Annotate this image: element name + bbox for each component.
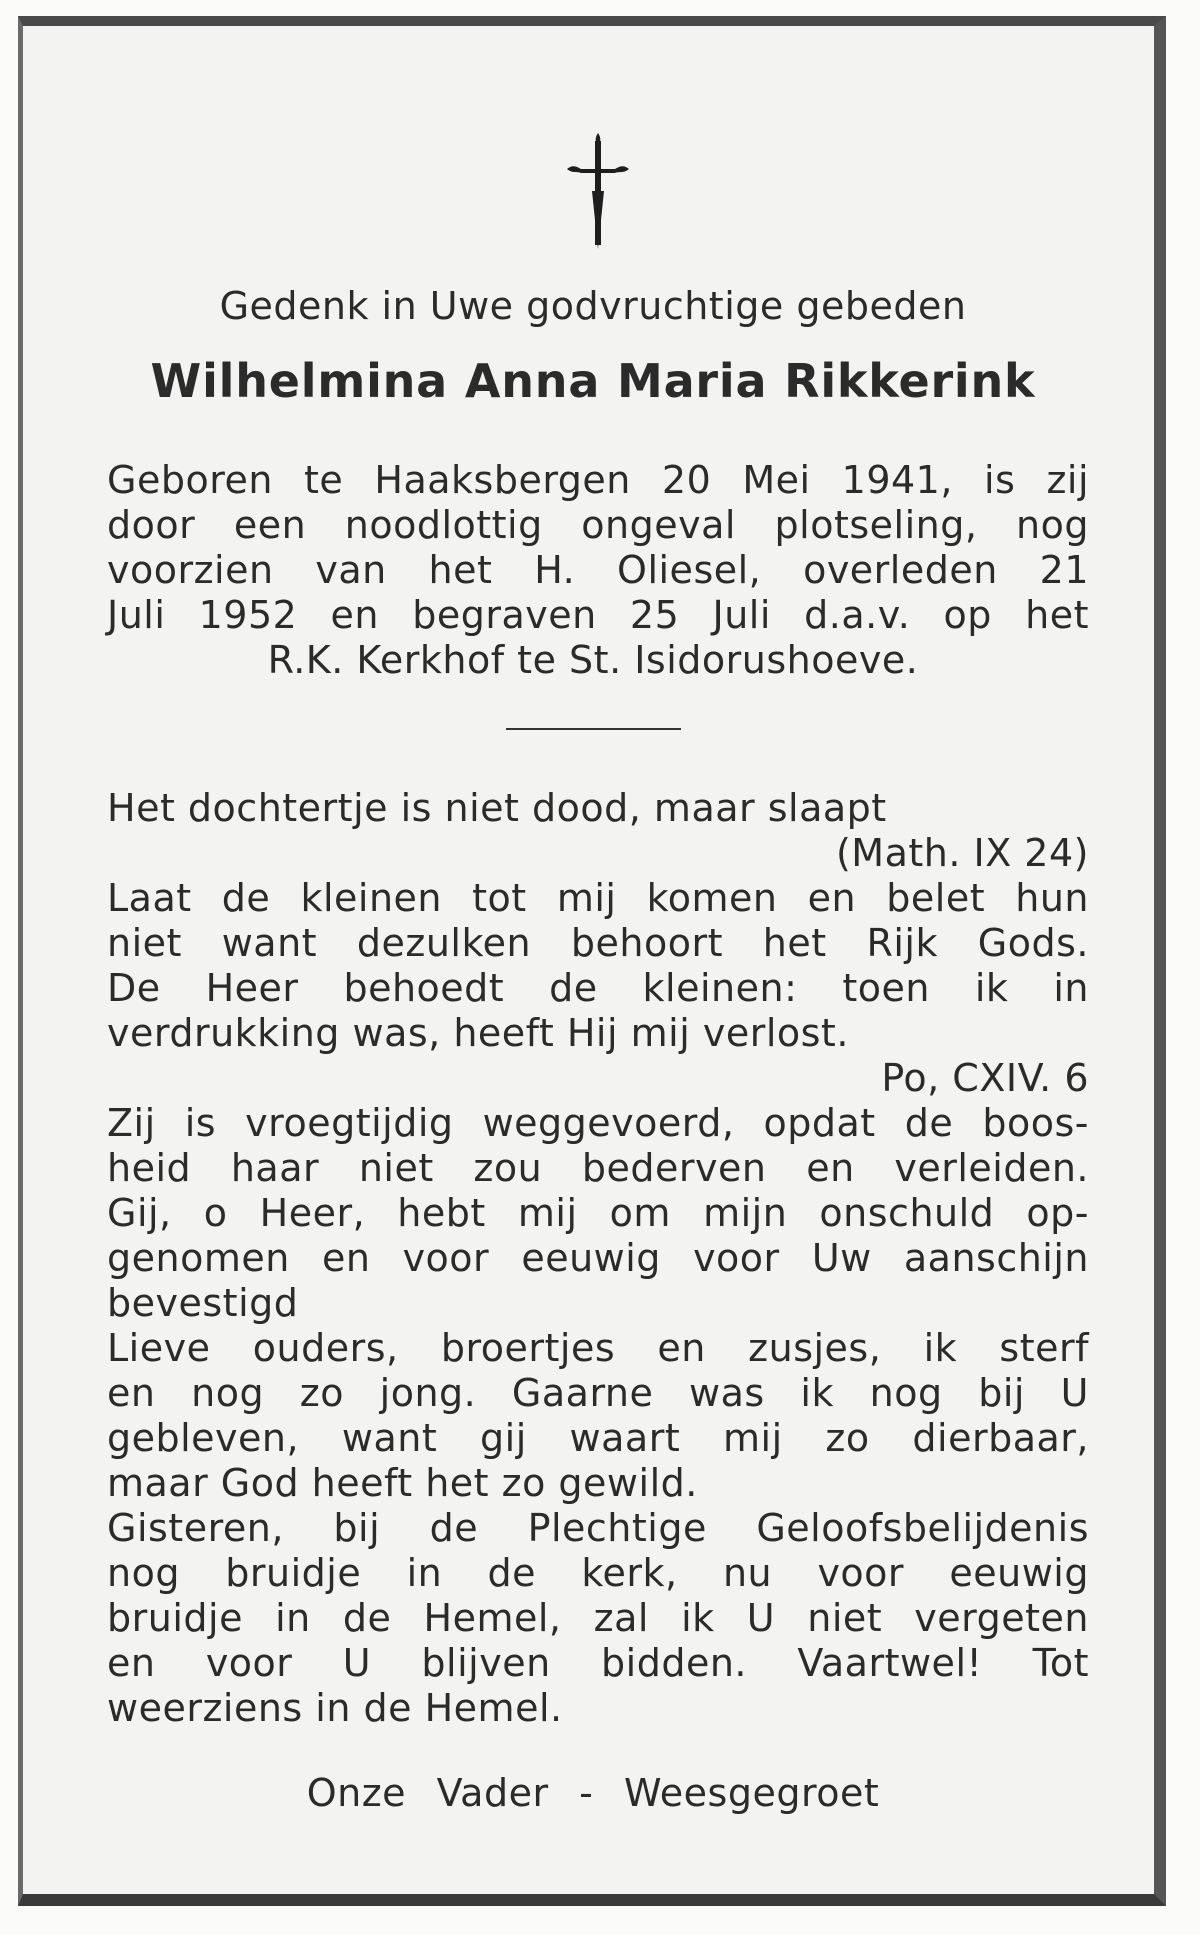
deceased-name: Wilhelmina Anna Maria Rikkerink xyxy=(150,354,1036,408)
verse-line: gebleven, want gij waart mij zo dierbaar, xyxy=(107,1416,1089,1460)
bio-line: R.K. Kerkhof te St. Isidorushoeve. xyxy=(267,638,919,682)
verse-line: bruidje in de Hemel, zal ik U niet vergeten xyxy=(107,1596,1089,1640)
verse-line: nog bruidje in de kerk, nu voor eeuwig xyxy=(107,1551,1089,1595)
divider xyxy=(506,728,681,730)
bio-line: Juli 1952 en begraven 25 Juli d.a.v. op het xyxy=(107,593,1089,637)
prayers-line: Onze Vader - Weesgegroet xyxy=(306,1771,880,1815)
bio-line: Geboren te Haaksbergen 20 Mei 1941, is zij xyxy=(107,458,1089,502)
verse-line: niet want dezulken behoort het Rijk Gods. xyxy=(107,921,1089,965)
verse-line: heid haar niet zou bederven en verleiden. xyxy=(107,1146,1089,1190)
cross-icon xyxy=(563,131,633,251)
verse-line: verdrukking was, heeft Hij mij verlost. xyxy=(107,1011,849,1055)
verse-line: Gij, o Heer, hebt mij om mijn onschuld op- xyxy=(107,1191,1089,1235)
citation: (Math. IX 24) xyxy=(835,831,1089,875)
verse-line: bevestigd xyxy=(107,1281,299,1325)
verse-line: Laat de kleinen tot mij komen en belet hun xyxy=(107,876,1089,920)
verse-line: genomen en voor eeuwig voor Uw aanschijn xyxy=(107,1236,1089,1280)
verse-line: Gisteren, bij de Plechtige Geloofsbelijdenis xyxy=(107,1506,1089,1550)
bio-line: door een noodlottig ongeval plotseling, nog xyxy=(107,503,1089,547)
verse-line: en nog zo jong. Gaarne was ik nog bij U xyxy=(107,1371,1089,1415)
verse-line: Het dochtertje is niet dood, maar slaapt xyxy=(107,786,887,830)
verse-line: Zij is vroegtijdig weggevoerd, opdat de boos- xyxy=(107,1101,1089,1145)
verse-line: Lieve ouders, broertjes en zusjes, ik sterf xyxy=(107,1326,1089,1370)
verse-line: De Heer behoedt de kleinen: toen ik in xyxy=(107,966,1089,1010)
verse-line: weerziens in de Hemel. xyxy=(107,1686,563,1730)
bio-line: voorzien van het H. Oliesel, overleden 21 xyxy=(107,548,1089,592)
memorial-card xyxy=(18,16,1166,1906)
citation: Po, CXIV. 6 xyxy=(881,1056,1089,1100)
verse-line: en voor U blijven bidden. Vaartwel! Tot xyxy=(107,1641,1089,1685)
verse-line: maar God heeft het zo gewild. xyxy=(107,1461,698,1505)
intro-line: Gedenk in Uwe godvruchtige gebeden xyxy=(219,284,967,328)
